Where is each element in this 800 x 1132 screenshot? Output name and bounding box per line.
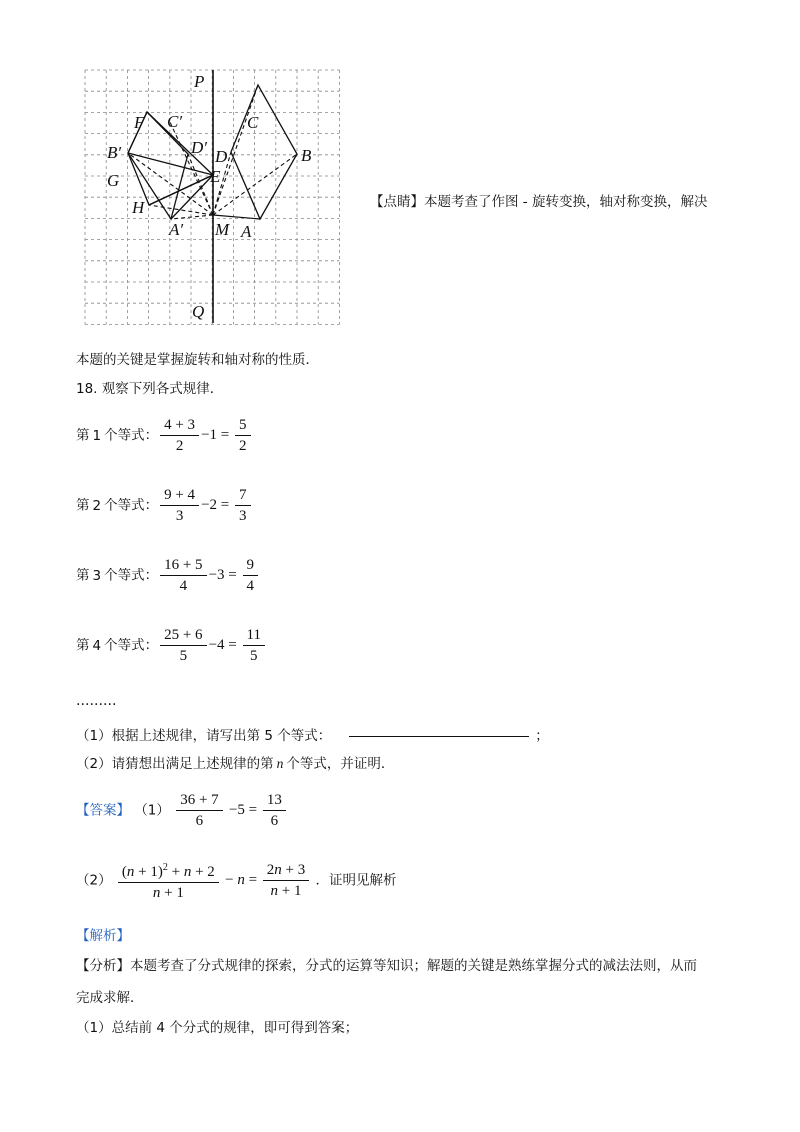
equation-rhs-fraction: $\frac{11}{5}$ [243, 625, 265, 666]
equation-lhs-fraction: $\frac{25 + 6}{5}$ [160, 625, 206, 666]
fenxi-text-1: 本题考查了分式规律的探索，分式的运算等知识；解题的关键是熟练掌握分式的减法法则，从而 [130, 958, 697, 974]
question-2-text-a: （2）请猜想出满足上述规律的第 [76, 756, 274, 772]
equation-minus: 3 [217, 567, 225, 583]
analysis-label: 【解析】 [76, 928, 130, 944]
equation-word: 第 [76, 637, 90, 654]
equation-rhs-fraction: $\frac{9}{4}$ [243, 555, 259, 596]
equation-index: 1 [92, 427, 102, 444]
note-text-1: 本题考查了作图 - 旋转变换，轴对称变换，解决 [424, 194, 708, 210]
question-1-end: ； [535, 728, 549, 744]
equation-word: 第 [76, 427, 90, 444]
equation-lhs-fraction: $\frac{16 + 5}{4}$ [160, 555, 206, 596]
equation-prefix: 个等式： [104, 427, 159, 444]
equation-lhs-fraction: $\frac{4 + 3}{2}$ [160, 415, 199, 456]
label-f: F [134, 113, 145, 132]
analysis-step-1: （1）总结前 4 个分式的规律，即可得到答案； [76, 1020, 359, 1036]
ellipsis: ……… [76, 693, 117, 709]
problem-title: 18. 观察下列各式规律． [76, 381, 224, 397]
equation-prefix: 个等式： [104, 637, 159, 654]
note-line2: 本题的关键是掌握旋转和轴对称的性质． [76, 352, 319, 368]
label-a-prime: A′ [169, 220, 184, 239]
answer-2-lhs-fraction: $\frac{(n + 1)^2 + n + 2}{n + 1}$ [118, 858, 219, 903]
label-q: Q [192, 302, 205, 321]
equation-index: 3 [92, 567, 102, 584]
label-b-prime: B′ [107, 143, 122, 162]
equation-prefix: 个等式： [104, 567, 159, 584]
answer-2-prefix: （2） [76, 872, 112, 889]
question-1-text: （1）根据上述规律，请写出第 5 个等式： [76, 728, 332, 744]
answer-2-rhs-fraction: $\frac{2n + 3}{n + 1}$ [263, 860, 309, 901]
equation-lhs-fraction: $\frac{9 + 4}{3}$ [160, 485, 199, 526]
label-a: A [241, 222, 252, 241]
answer-2: （2） $\frac{(n + 1)^2 + n + 2}{n + 1}$ − n = $\frac{2n + 3}{n + 1}$ ．证明见解析 [76, 858, 397, 903]
fenxi-label: 【分析】 [76, 958, 130, 974]
label-g: G [107, 171, 120, 190]
equation-1: 第 1 个等式： $\frac{4 + 3}{2}$ −1 = $\frac{5}{2}$ [76, 415, 253, 456]
equation-index: 4 [92, 637, 102, 654]
equation-minus: 1 [209, 427, 218, 443]
note-label: 【点睛】 [370, 194, 424, 210]
note-line1 [370, 190, 707, 210]
answer-1-prefix: （1） [134, 802, 170, 819]
quadrilateral-abcd [231, 85, 297, 219]
question-2 [76, 752, 394, 772]
answer-label: 【答案】 [76, 802, 130, 819]
question-2-text-b: 个等式，并证明． [286, 756, 395, 772]
answer-2-suffix: ．证明见解析 [315, 872, 397, 889]
dashed-m-h [149, 205, 213, 215]
equation-3: 第 3 个等式： $\frac{16 + 5}{4}$ −3 = $\frac{9}{4}$ [76, 555, 260, 596]
equation-rhs-fraction: $\frac{7}{3}$ [235, 485, 251, 526]
label-h: H [132, 198, 145, 217]
equation-prefix: 个等式： [104, 497, 159, 514]
label-p: P [194, 72, 205, 91]
geometry-figure [80, 65, 350, 330]
answer-1-lhs-fraction: $\frac{36 + 7}{6}$ [176, 790, 222, 831]
answer-1-minus: 5 [237, 802, 245, 818]
equation-2: 第 2 个等式： $\frac{9 + 4}{3}$ −2 = $\frac{7}{3}$ [76, 485, 253, 526]
question-2-n: n [276, 756, 284, 771]
label-d: D [215, 147, 228, 166]
equation-4: 第 4 个等式： $\frac{25 + 6}{5}$ −4 = $\frac{11}{5}$ [76, 625, 267, 666]
question-1 [76, 724, 549, 744]
label-e: E [210, 167, 221, 186]
equation-word: 第 [76, 567, 90, 584]
equation-minus: 4 [217, 637, 225, 653]
answer-1-rhs-fraction: $\frac{13}{6}$ [263, 790, 286, 831]
label-c-prime: C′ [167, 112, 183, 131]
equation-index: 2 [92, 497, 102, 514]
label-m: M [215, 220, 230, 239]
equation-minus: 2 [209, 497, 218, 513]
equation-rhs-fraction: $\frac{5}{2}$ [235, 415, 251, 456]
answer-1: 【答案】 （1） $\frac{36 + 7}{6}$ −5 = $\frac{13}{6}$ [76, 790, 288, 831]
label-d-prime: D′ [191, 138, 207, 157]
equation-word: 第 [76, 497, 90, 514]
fenxi-line2: 完成求解． [76, 990, 144, 1006]
label-b: B [301, 146, 312, 165]
label-c: C [247, 113, 259, 132]
fenxi-line1 [76, 954, 697, 974]
answer-blank[interactable] [349, 735, 529, 737]
